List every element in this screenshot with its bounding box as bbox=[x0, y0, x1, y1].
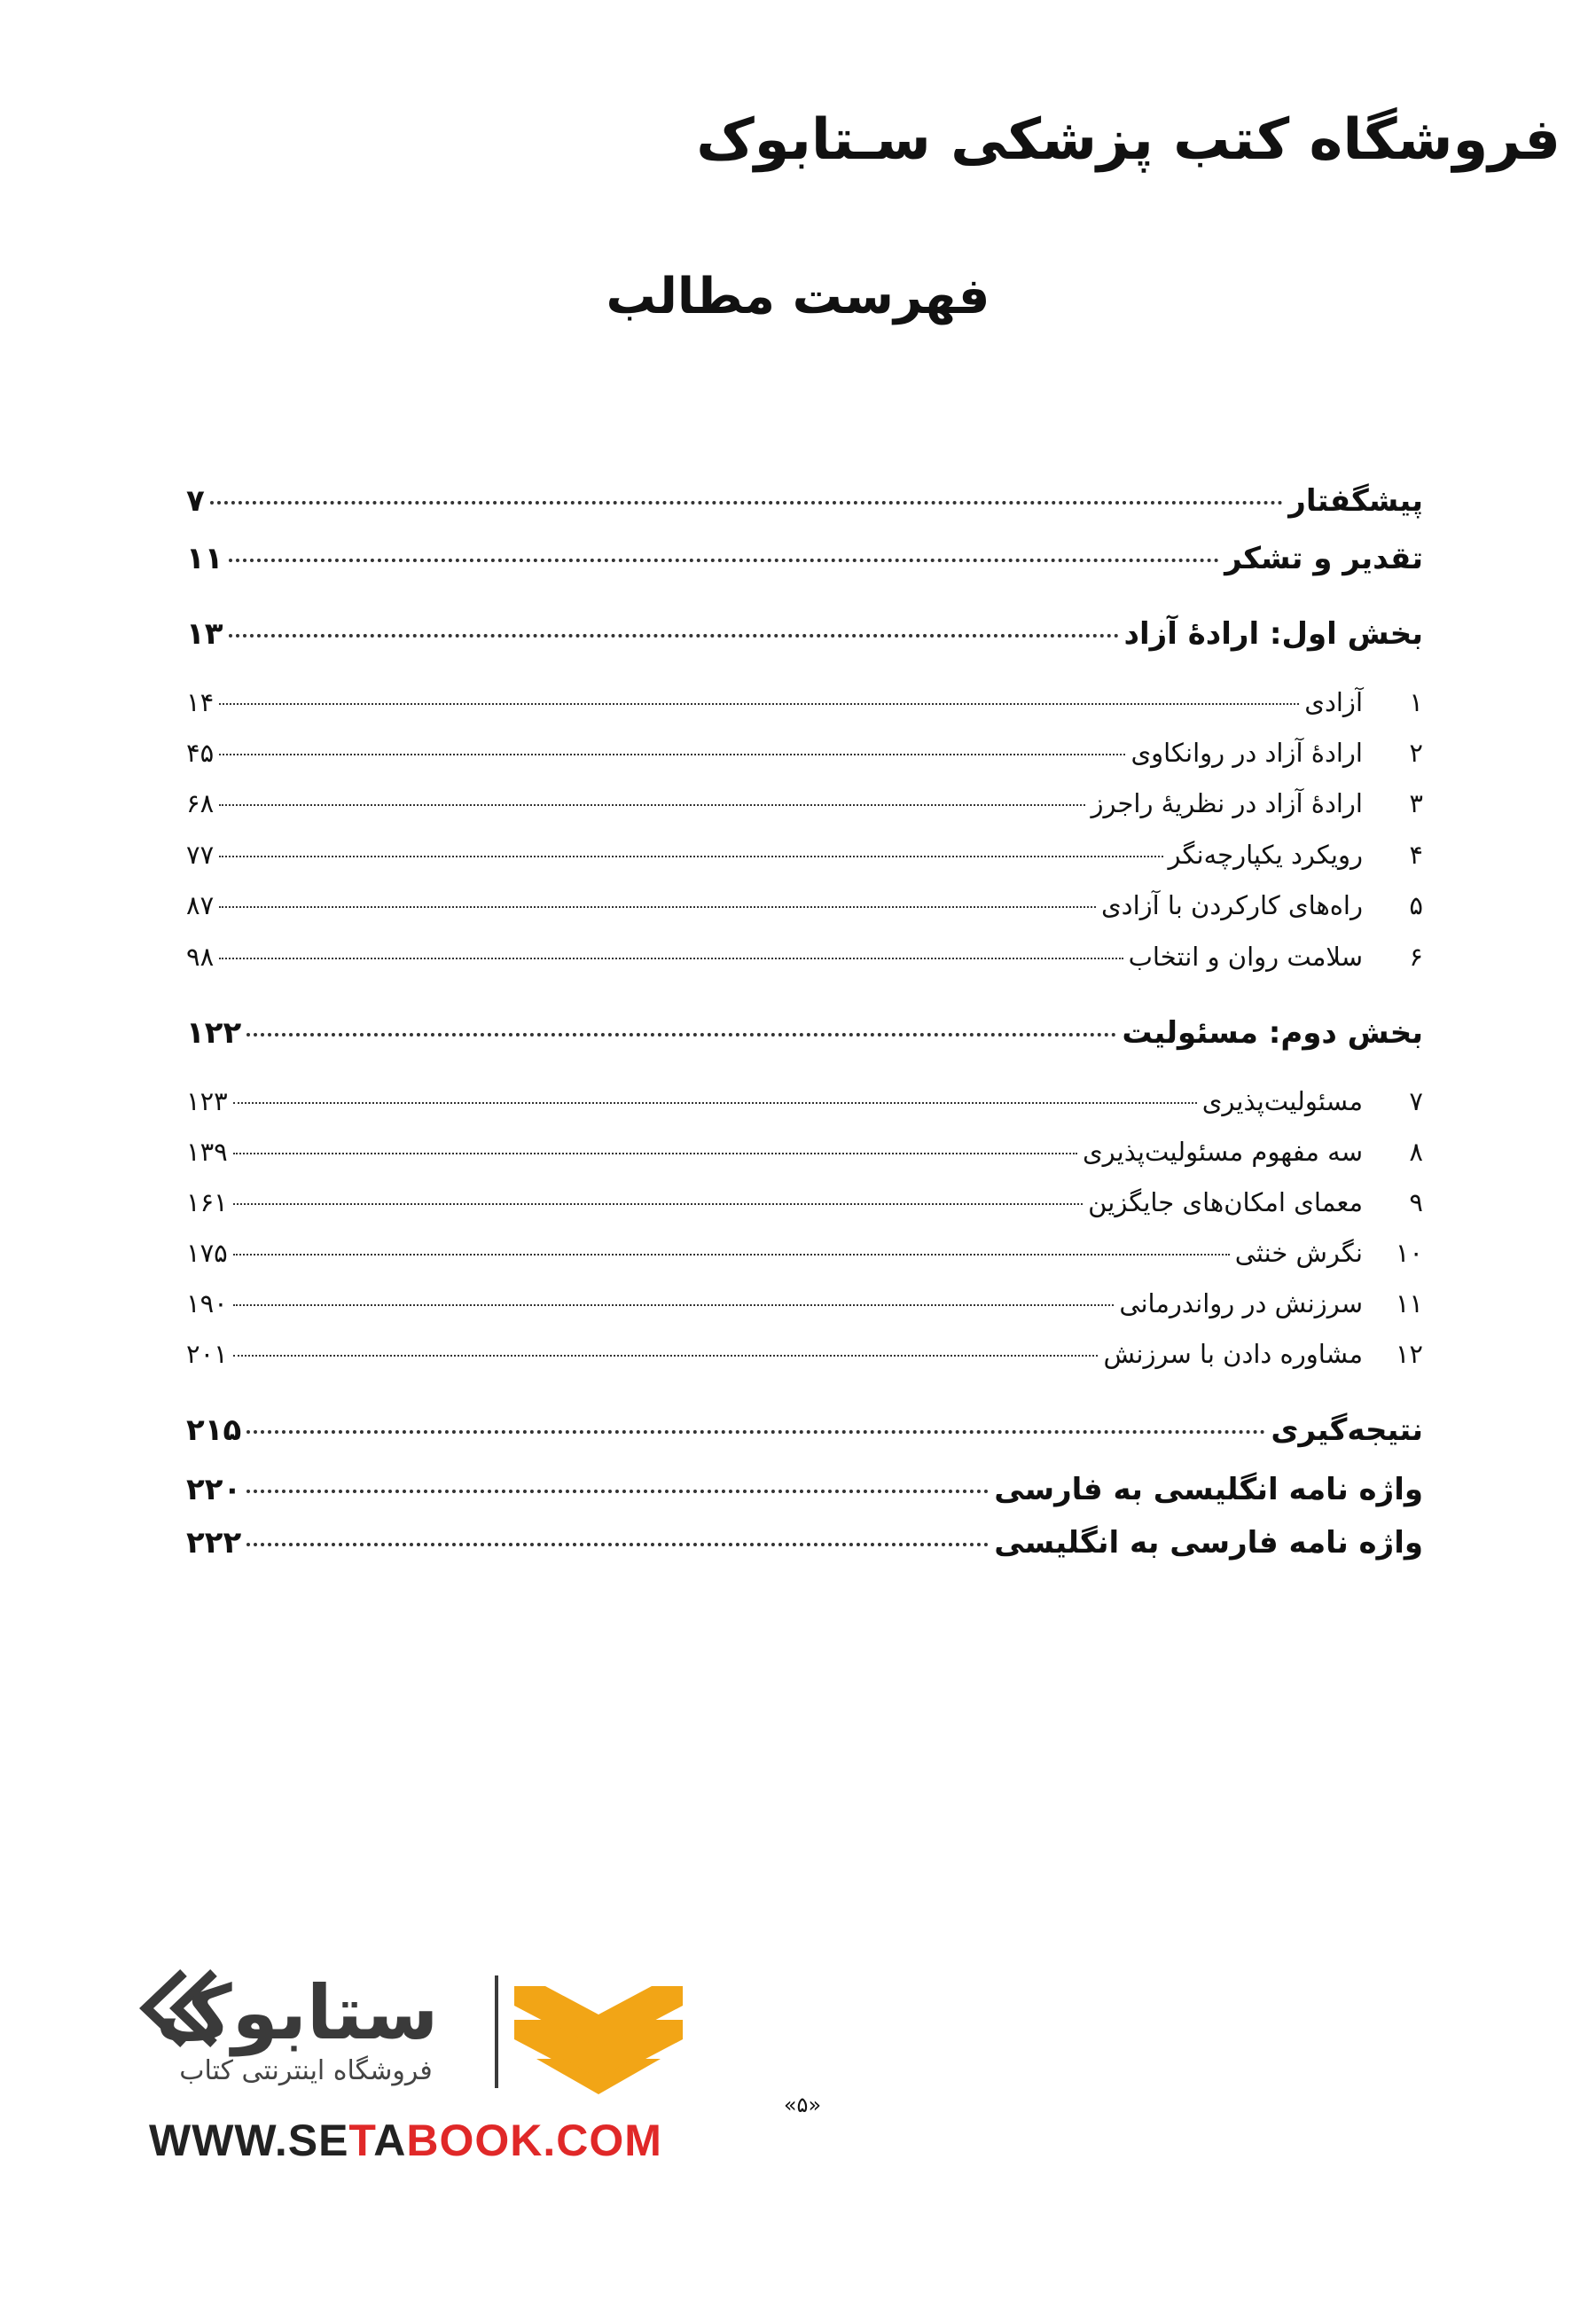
logo-url-part: BOOK.COM bbox=[406, 2116, 662, 2165]
dot-leader bbox=[229, 559, 1220, 562]
toc-entry-title: ارادۀ آزاد در روانکاوی bbox=[1130, 738, 1363, 768]
dot-leader bbox=[233, 1254, 1230, 1256]
toc-entry bbox=[186, 1015, 1423, 1068]
toc-page-number: ۱۹۰ bbox=[186, 1288, 228, 1318]
toc-entry bbox=[186, 1288, 1423, 1334]
toc-entry-title: ارادۀ آزاد در نظریۀ راجرز bbox=[1091, 788, 1363, 818]
toc-entry bbox=[186, 738, 1423, 784]
toc-entry bbox=[186, 1412, 1423, 1466]
chapter-number: ۴ bbox=[1409, 840, 1423, 870]
toc-page-number: ۴۵ bbox=[186, 738, 215, 768]
dot-leader bbox=[233, 1203, 1083, 1205]
toc-page-number: ۱۲۳ bbox=[186, 1086, 228, 1116]
page-number: «۵» bbox=[783, 2093, 822, 2117]
toc-entry-title: سلامت روان و انتخاب bbox=[1128, 942, 1363, 972]
logo-url-part: T bbox=[348, 2116, 374, 2165]
dot-leader bbox=[219, 856, 1162, 857]
toc-entry bbox=[186, 840, 1423, 886]
chapter-number: ۱۲ bbox=[1395, 1339, 1423, 1369]
toc-page-number: ۱۷۵ bbox=[186, 1238, 228, 1268]
toc-entry-title: مسئولیت‌پذیری bbox=[1201, 1086, 1363, 1116]
chapter-number: ۹ bbox=[1409, 1187, 1423, 1217]
chapter-number: ۵ bbox=[1409, 890, 1423, 920]
toc-entry bbox=[186, 1472, 1423, 1525]
toc-entry-title: پیشگفتار bbox=[1288, 483, 1423, 519]
logo-url bbox=[149, 2115, 681, 2166]
toc-entry bbox=[186, 1086, 1423, 1132]
dot-leader bbox=[219, 754, 1125, 755]
toc-entry-title: بخش اول: ارادۀ آزاد bbox=[1123, 616, 1423, 652]
toc-page-number: ۱۳۹ bbox=[186, 1137, 228, 1167]
toc-entry-title: راه‌های کارکردن با آزادی bbox=[1100, 890, 1363, 920]
chapter-number: ۱۰ bbox=[1395, 1238, 1423, 1268]
dot-leader bbox=[219, 958, 1123, 959]
logo-url-part: A bbox=[373, 2116, 407, 2165]
logo-subtitle: فروشگاه اینترنتی کتاب bbox=[179, 2055, 433, 2086]
toc-page-number: ۱۴ bbox=[186, 687, 215, 717]
dot-leader bbox=[219, 703, 1299, 705]
toc-entry-title: مشاوره دادن با سرزنش bbox=[1103, 1339, 1363, 1369]
toc-entry-title: واژه نامه فارسی به انگلیسی bbox=[994, 1525, 1423, 1561]
dot-leader bbox=[229, 634, 1119, 638]
toc-entry-title: سرزنش در رواندرمانی bbox=[1119, 1288, 1363, 1318]
toc-entry-title: سه مفهوم مسئولیت‌پذیری bbox=[1082, 1137, 1363, 1167]
dot-leader bbox=[233, 1153, 1077, 1154]
dot-leader bbox=[219, 804, 1085, 806]
chapter-number: ۷ bbox=[1409, 1086, 1423, 1116]
toc-entry-title: تقدیر و تشکر bbox=[1224, 541, 1423, 576]
toc-page-number: ۸۷ bbox=[186, 890, 215, 920]
dot-leader bbox=[210, 501, 1284, 505]
dot-leader bbox=[246, 1033, 1116, 1037]
dot-leader bbox=[246, 1430, 1265, 1434]
dot-leader bbox=[233, 1102, 1197, 1104]
dot-leader bbox=[246, 1543, 989, 1546]
toc-entry bbox=[186, 541, 1423, 594]
toc-page-number: ۱۶۱ bbox=[186, 1187, 228, 1217]
toc-page-number: ۷ bbox=[186, 483, 205, 519]
chapter-number: ۱ bbox=[1409, 687, 1423, 717]
toc-page-number: ۲۰۱ bbox=[186, 1339, 228, 1369]
toc-entry bbox=[186, 1137, 1423, 1183]
toc-heading: فهرست مطالب bbox=[606, 268, 990, 325]
toc-entry-title: نتیجه‌گیری bbox=[1271, 1412, 1423, 1448]
toc-page-number: ۱۲۲ bbox=[186, 1015, 242, 1051]
toc-entry-title: بخش دوم: مسئولیت bbox=[1122, 1015, 1423, 1051]
toc-entry bbox=[186, 1339, 1423, 1385]
toc-entry-title: نگرش خنثی bbox=[1234, 1238, 1363, 1268]
toc-entry-title: معمای امکان‌های جایگزین bbox=[1088, 1187, 1363, 1217]
toc-page-number: ۱۱ bbox=[186, 541, 223, 576]
logo-url-part: SE bbox=[287, 2116, 349, 2165]
toc-page-number: ۷۷ bbox=[186, 840, 215, 870]
dot-leader bbox=[233, 1355, 1099, 1357]
book-stack-icon bbox=[514, 1986, 683, 2094]
logo-wordmark: ستابوک bbox=[155, 1969, 439, 2056]
toc-entry bbox=[186, 1238, 1423, 1284]
toc-page-number: ۹۸ bbox=[186, 942, 215, 972]
toc-entry bbox=[186, 1187, 1423, 1233]
toc-page-number: ۲۲۲ bbox=[186, 1525, 242, 1561]
dot-leader bbox=[219, 906, 1096, 908]
toc-page-number: ۶۸ bbox=[186, 788, 215, 818]
chapter-number: ۶ bbox=[1409, 942, 1423, 972]
chapter-number: ۱۱ bbox=[1395, 1288, 1423, 1318]
toc-entry bbox=[186, 890, 1423, 936]
toc-entry bbox=[186, 788, 1423, 834]
toc-page-number: ۲۱۵ bbox=[186, 1412, 242, 1448]
toc-page-number: ۱۳ bbox=[186, 616, 223, 652]
chapter-number: ۸ bbox=[1409, 1137, 1423, 1167]
toc-entry-title: آزادی bbox=[1304, 687, 1363, 717]
toc-entry bbox=[186, 942, 1423, 988]
dot-leader bbox=[233, 1304, 1115, 1306]
toc-entry-title: واژه نامه انگلیسی به فارسی bbox=[994, 1472, 1423, 1507]
logo-url-part: WWW. bbox=[149, 2116, 288, 2165]
toc-entry bbox=[186, 687, 1423, 733]
toc-entry bbox=[186, 616, 1423, 669]
store-title: فروشگاه کتب پزشکی سـتابوک bbox=[696, 107, 1561, 173]
toc-page-number: ۲۲۰ bbox=[186, 1472, 242, 1507]
chapter-number: ۳ bbox=[1409, 788, 1423, 818]
toc-entry-title: رویکرد یکپارچه‌نگر bbox=[1168, 840, 1363, 870]
toc-entry bbox=[186, 483, 1423, 536]
toc-entry bbox=[186, 1525, 1423, 1578]
dot-leader bbox=[246, 1490, 989, 1493]
chapter-number: ۲ bbox=[1409, 738, 1423, 768]
